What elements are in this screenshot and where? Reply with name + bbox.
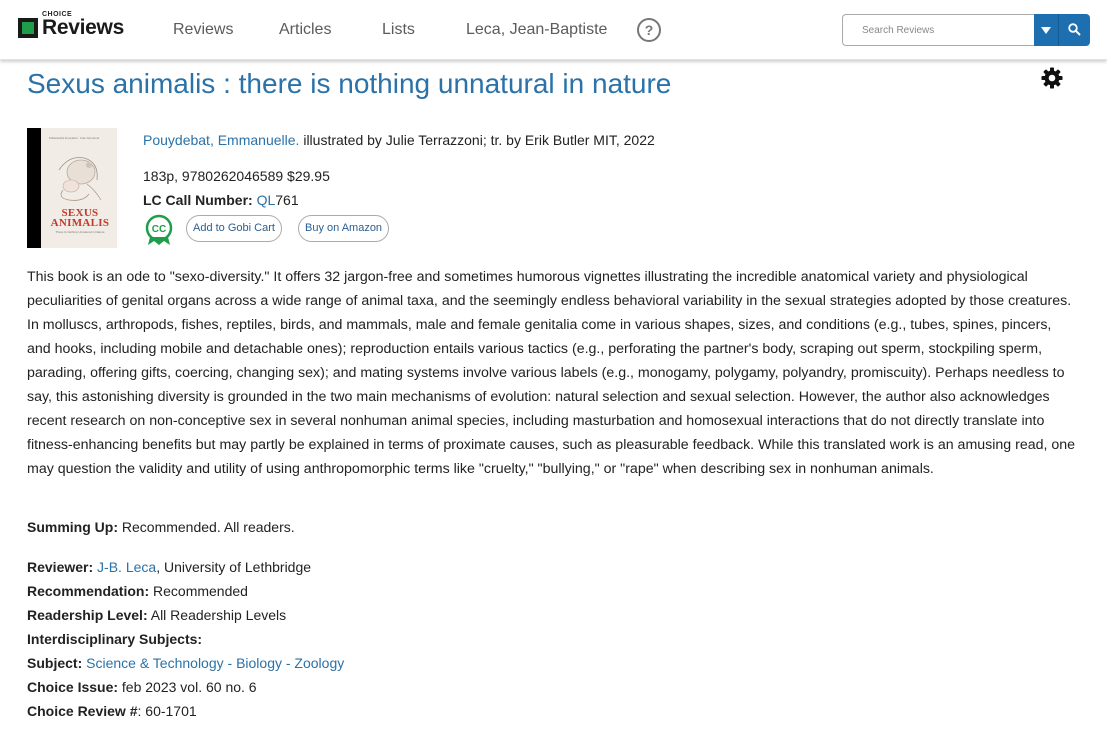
reviewer-link[interactable]: J-B. Leca bbox=[97, 559, 157, 575]
add-to-gobi-cart-button[interactable]: Add to Gobi Cart bbox=[186, 215, 282, 242]
review-number-value: : 60-1701 bbox=[137, 703, 197, 719]
subject-label: Subject: bbox=[27, 655, 83, 671]
logo-icon bbox=[18, 18, 38, 38]
help-icon[interactable]: ? bbox=[637, 18, 661, 42]
subject-link[interactable]: Science & Technology - Biology - Zoology bbox=[86, 655, 345, 671]
top-header bbox=[0, 0, 1107, 60]
search-input[interactable] bbox=[842, 14, 1035, 46]
readership-level bbox=[27, 607, 286, 623]
subject bbox=[27, 655, 344, 671]
cover-subtitle-text: There Is Nothing Unnatural in Nature bbox=[55, 230, 105, 234]
lc-call-number-rest: 761 bbox=[275, 192, 299, 208]
cc-badge-text: CC bbox=[151, 224, 167, 235]
recommendation-value: Recommended bbox=[149, 583, 248, 599]
author-link[interactable]: Pouydebat, Emmanuelle. bbox=[143, 132, 300, 148]
choice-issue-label: Choice Issue: bbox=[27, 679, 119, 695]
nav-user-account[interactable]: Leca, Jean-Baptiste bbox=[466, 21, 608, 38]
nav-reviews[interactable]: Reviews bbox=[173, 21, 234, 38]
recommendation-label: Recommendation: bbox=[27, 583, 150, 599]
cover-spine bbox=[27, 128, 41, 248]
logo-main-text: Reviews bbox=[42, 16, 124, 39]
search-button[interactable] bbox=[1059, 14, 1090, 46]
recommendation bbox=[27, 583, 248, 599]
reviewer-label: Reviewer: bbox=[27, 559, 94, 575]
credits-text: illustrated by Julie Terrazzoni; tr. by Erik Butler MIT, 2022 bbox=[299, 132, 655, 148]
readership-value: All Readership Levels bbox=[147, 607, 287, 623]
interdisciplinary-label: Interdisciplinary Subjects: bbox=[27, 631, 203, 647]
author-line bbox=[143, 132, 655, 148]
reviewer-affiliation: , University of Lethbridge bbox=[156, 559, 312, 575]
nav-lists[interactable]: Lists bbox=[382, 21, 415, 38]
page-title: Sexus animalis : there is nothing unnatural in nature bbox=[27, 68, 672, 99]
summing-up-value: Recommended. All readers. bbox=[118, 519, 295, 535]
summing-up-label: Summing Up: bbox=[27, 519, 118, 535]
choice-issue-value: feb 2023 vol. 60 no. 6 bbox=[118, 679, 257, 695]
choice-reviews-logo[interactable] bbox=[18, 10, 128, 40]
publication-info: 183p, 9780262046589 $29.95 bbox=[143, 168, 330, 184]
gear-icon[interactable] bbox=[1040, 66, 1064, 90]
cc-badge-icon bbox=[143, 214, 175, 246]
cover-author-text: Emmanuelle Pouydebat · Julie Terrazzoni bbox=[49, 136, 100, 140]
lc-call-number-label: LC Call Number: bbox=[143, 192, 257, 208]
logo-small-text: CHOICE bbox=[42, 11, 73, 18]
nav-articles[interactable]: Articles bbox=[279, 21, 332, 38]
reviewer bbox=[27, 559, 311, 575]
readership-label: Readership Level: bbox=[27, 607, 148, 623]
chevron-down-icon[interactable] bbox=[1034, 14, 1059, 46]
lc-call-number bbox=[143, 192, 299, 208]
buy-on-amazon-button[interactable]: Buy on Amazon bbox=[298, 215, 389, 242]
cover-illustration bbox=[49, 150, 109, 205]
summing-up bbox=[27, 519, 295, 535]
interdisciplinary-subjects bbox=[27, 631, 202, 647]
review-number-label: Choice Review # bbox=[27, 703, 138, 719]
search-icon bbox=[1068, 23, 1081, 36]
choice-issue bbox=[27, 679, 257, 695]
choice-review-number bbox=[27, 703, 197, 719]
review-body: This book is an ode to "sexo-diversity." It offers 32 jargon-free and sometimes humorous vignettes illustrating the incredible anatomical variety and physiological peculiarities of genital organs across a wide range of animal taxa, and the seemingly endless behavioral variability in the sexual strategies adopted by those creatures. In molluscs, arthropods, fishes, reptiles, birds, and mammals, male and female genitalia come in various shapes, sizes, and conditions (e.g., tubes, spines, pincers, and hooks, including mobile and detachable ones); reproduction entails various tactics (e.g., perforating the partner's body, scraping out sperm, stockpiling sperm, parading, offering gifts, coercing, changing sex); and mating systems involve various labels (e.g., monogamy, polygamy, polyandry, promiscuity). Perhaps needless to say, this astonishing diversity is grounded in the two main mechanisms of evolution: natural selection and sexual selection. However, the author also acknowledges recent research on non-conceptive sex in several nonhuman animal species, including masturbation and homosexual interactions that do not directly translate into fitness-enhancing benefits but may partly be explained in terms of proximate causes, such as pleasurable feedback. While this translated work is an amusing read, one may question the validity and utility of using anthropomorphic terms like "cruelty," "bullying," or "rape" when describing sex in nonhuman animals. bbox=[27, 269, 1076, 477]
cover-title-text: SEXUS ANIMALIS bbox=[50, 207, 110, 229]
search-bar bbox=[842, 14, 1090, 46]
lc-call-number-link[interactable]: QL bbox=[256, 192, 276, 208]
book-cover-image[interactable] bbox=[27, 128, 117, 248]
